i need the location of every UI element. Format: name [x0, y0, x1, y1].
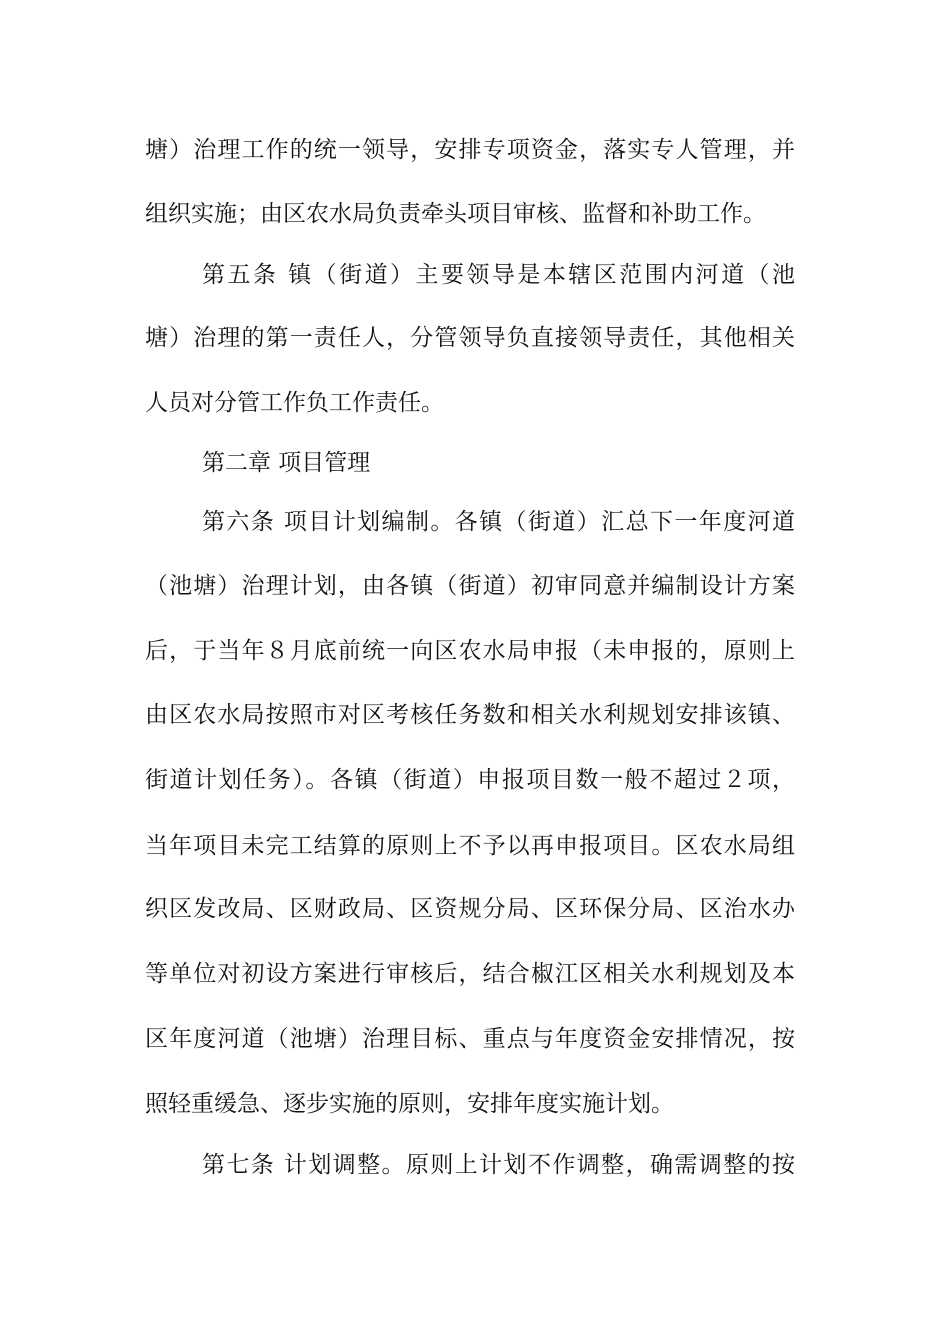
text-line: 人员对分管工作负工作责任。: [145, 390, 444, 416]
text-line: 照轻重缓急、逐步实施的原则，安排年度实施计划。: [145, 1091, 674, 1117]
text-line: 塘）治理的第一责任人，分管领导负直接领导责任，其他相关: [145, 325, 795, 351]
article-6-line: 第六条 项目计划编制。各镇（街道）汇总下一年度河道: [202, 509, 795, 535]
text-line: 由区农水局按照市对区考核任务数和相关水利规划安排该镇、: [145, 702, 795, 728]
text-line: 组织实施；由区农水局负责牵头项目审核、监督和补助工作。: [145, 201, 766, 227]
text-line: 街道计划任务）。各镇（街道）申报项目数一般不超过２项，: [145, 767, 795, 793]
text-line: （池塘）治理计划，由各镇（街道）初审同意并编制设计方案: [145, 573, 795, 599]
text-line: 塘）治理工作的统一领导，安排专项资金，落实专人管理，并: [145, 137, 795, 163]
text-line: 当年项目未完工结算的原则上不予以再申报项目。区农水局组: [145, 833, 795, 859]
article-5-line: 第五条 镇（街道）主要领导是本辖区范围内河道（池: [202, 262, 795, 288]
text-line: 后，于当年８月底前统一向区农水局申报（未申报的，原则上: [145, 638, 795, 664]
article-7-line: 第七条 计划调整。原则上计划不作调整，确需调整的按: [202, 1152, 795, 1178]
text-line: 等单位对初设方案进行审核后，结合椒江区相关水利规划及本: [145, 961, 795, 987]
text-line: 区年度河道（池塘）治理目标、重点与年度资金安排情况，按: [145, 1026, 795, 1052]
text-line: 织区发改局、区财政局、区资规分局、区环保分局、区治水办: [145, 896, 795, 922]
chapter-heading: 第二章 项目管理: [202, 450, 371, 476]
